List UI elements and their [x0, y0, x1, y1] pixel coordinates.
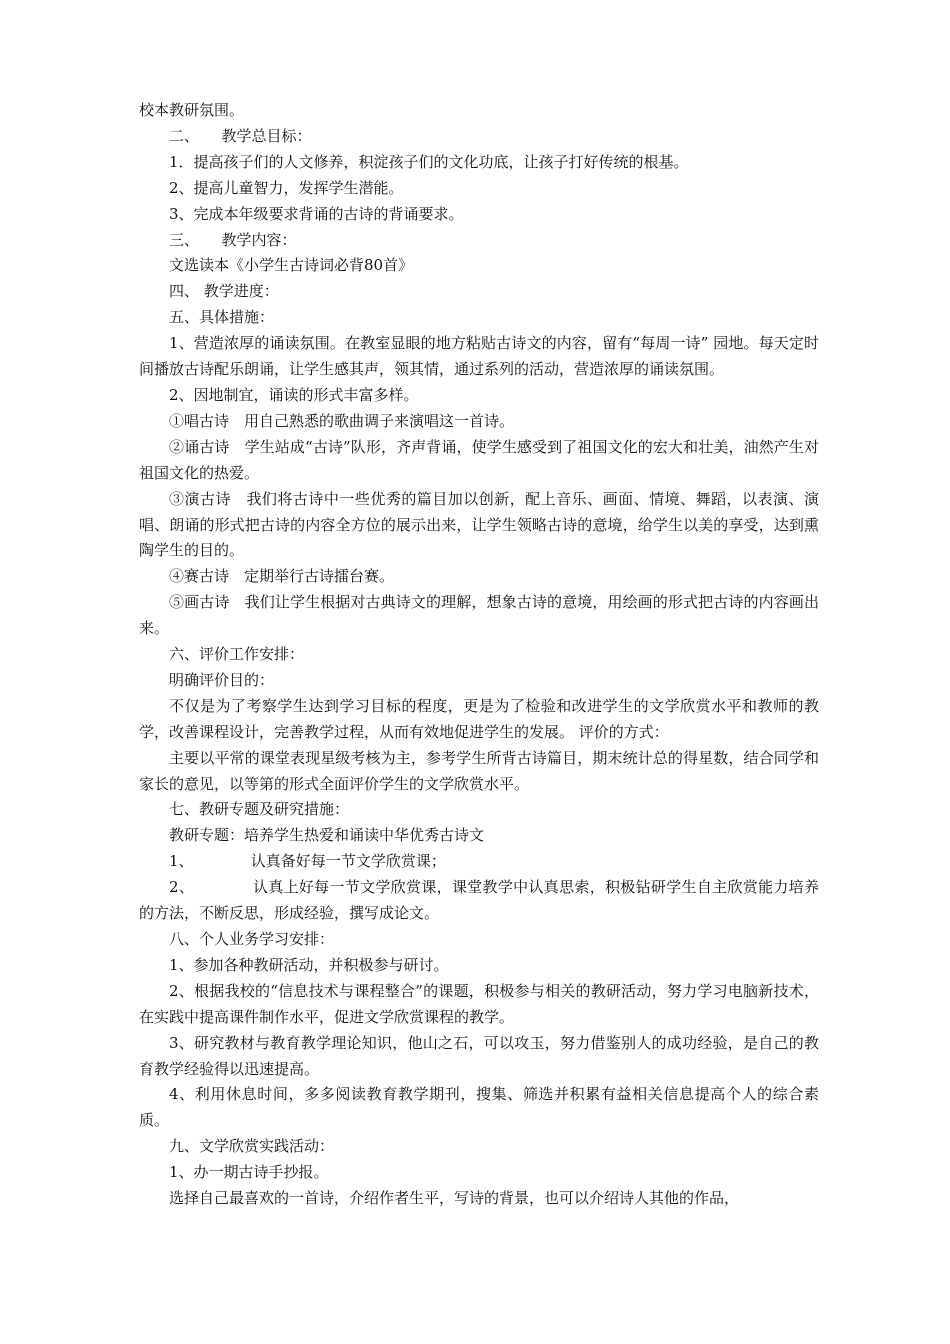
section-heading: 二、 教学总目标：	[169, 126, 312, 145]
paragraph: 选择自己最喜欢的一首诗，介绍作者生平，写诗的背景，也可以介绍诗人其他的作品，	[169, 1189, 740, 1208]
paragraph: 1、办一期古诗手抄报。	[169, 1163, 329, 1182]
paragraph: 3、完成本年级要求背诵的古诗的背诵要求。	[169, 204, 464, 223]
paragraph: 1、 认真备好每一节文学欣赏课；	[169, 852, 446, 871]
paragraph: 1、营造浓厚的诵读氛围。在教室显眼的地方粘贴古诗文的内容，留有“每周一诗” 园地。每天定时间播放古诗配乐朗诵，让学生感其声，领其情，通过系列的活动，营造浓厚的诵读氛围。	[139, 334, 819, 379]
section-heading: 八、个人业务学习安排：	[169, 930, 335, 948]
paragraph: 不仅是为了考察学生达到学习目标的程度，更是为了检验和改进学生的文学欣赏水平和教师的教学，改善课程设计，完善教学过程，从而有效地促进学生的发展。 评价的方式：	[139, 696, 819, 741]
paragraph: 2、提高儿童智力，发挥学生潜能。	[169, 178, 404, 197]
paragraph: 2、因地制宜，诵读的形式丰富多样。	[169, 385, 419, 404]
paragraph: 2、根据我校的“信息技术与课程整合”的课题，积极参与相关的教研活动，努力学习电脑新技术，在实践中提高课件制作水平，促进文学欣赏课程的教学。	[139, 981, 819, 1026]
paragraph: 4、利用休息时间，多多阅读教育教学期刊，搜集、筛选并积累有益相关信息提高个人的综合素质。	[139, 1085, 819, 1130]
section-heading: 六、评价工作安排：	[169, 645, 305, 664]
paragraph: ①唱古诗 用自己熟悉的歌曲调子来演唱这一首诗。	[169, 411, 515, 430]
section-heading: 七、教研专题及研究措施：	[169, 800, 350, 819]
paragraph: 主要以平常的课堂表现星级考核为主，参考学生所背古诗篇目，期末统计总的得星数，结合同学和家长的意见，以等第的形式全面评价学生的文学欣赏水平。	[139, 748, 819, 793]
paragraph: 文选读本《小学生古诗词必背80首》	[169, 256, 414, 275]
paragraph: 校本教研氛围。	[139, 101, 245, 119]
paragraph: 3、研究教材与教育教学理论知识，他山之石，可以攻玉，努力借鉴别人的成功经验，是自己的教育教学经验得以迅速提高。	[139, 1033, 819, 1078]
section-heading: 三、 教学内容：	[169, 230, 297, 249]
paragraph: ⑤画古诗 我们让学生根据对古典诗文的理解，想象古诗的意境，用绘画的形式把古诗的内容画出来。	[139, 593, 819, 638]
paragraph: 1、参加各种教研活动，并积极参与研讨。	[169, 955, 449, 974]
paragraph: 1．提高孩子们的人文修养，积淀孩子们的文化功底，让孩子打好传统的根基。	[169, 152, 689, 171]
paragraph: 教研专题：培养学生热爱和诵读中华优秀古诗文	[169, 826, 485, 845]
paragraph: 2、 认真上好每一节文学欣赏课，课堂教学中认真思索，积极钻研学生自主欣赏能力培养的方法，不断反思，形成经验，撰写成论文。	[139, 878, 819, 923]
section-heading: 五、具体措施：	[169, 308, 275, 327]
section-heading: 四、 教学进度：	[169, 282, 279, 301]
paragraph: ④赛古诗 定期举行古诗擂台赛。	[169, 567, 395, 586]
section-heading: 九、文学欣赏实践活动：	[169, 1137, 335, 1156]
paragraph: 明确评价目的：	[169, 670, 275, 689]
document-body	[139, 98, 819, 1212]
paragraph: ③演古诗 我们将古诗中一些优秀的篇目加以创新，配上音乐、画面、情境、舞蹈，以表演、演唱、朗诵的形式把古诗的内容全方位的展示出来，让学生领略古诗的意境，给学生以美的享受，达到熏陶学生的目的。	[139, 489, 819, 560]
paragraph: ②诵古诗 学生站成“古诗”队形，齐声背诵，使学生感受到了祖国文化的宏大和壮美，油然产生对祖国文化的热爱。	[139, 437, 819, 482]
